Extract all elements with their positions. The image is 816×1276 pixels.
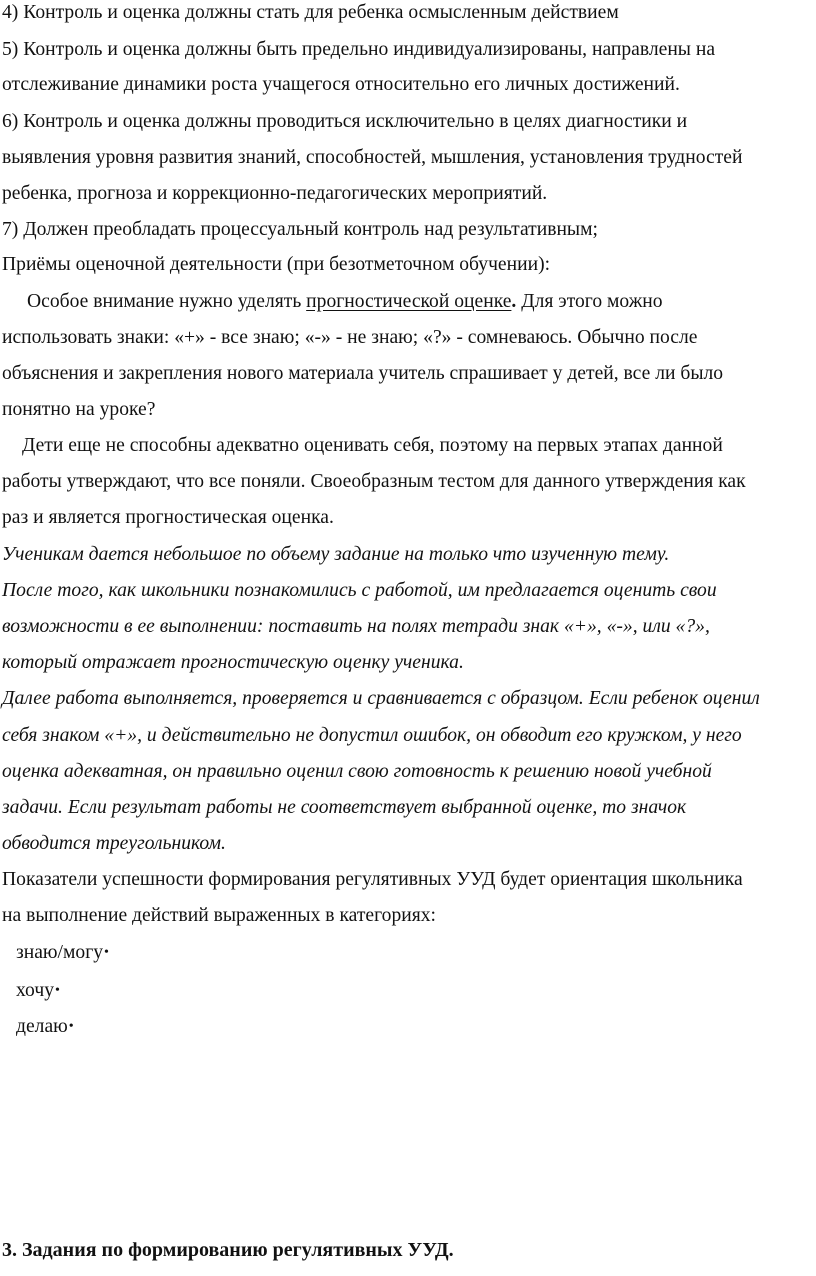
category-label: знаю/могу [16, 942, 104, 963]
italic-line-6: себя знаком «+», и действительно не допустил ошибок, он обводит его кружком, у него [2, 725, 742, 746]
list-item-6-line-2: выявления уровня развития знаний, способностей, мышления, установления трудностей [2, 147, 743, 168]
category-item [16, 979, 60, 1003]
list-item-6-line-3: ребенка, прогноза и коррекционно-педагогических мероприятий. [2, 183, 548, 204]
list-item-5-line-1: 5) Контроль и оценка должны быть предельно индивидуализированы, направлены на [2, 39, 716, 60]
italic-line-8: задачи. Если результат работы не соответствует выбранной оценке, то значок [2, 797, 687, 818]
italic-line-3: возможности в ее выполнении: поставить на полях тетради знак «+», «-», или «?», [2, 616, 710, 637]
category-label: хочу [16, 980, 54, 1001]
category-label: делаю [16, 1016, 68, 1037]
paragraph-1-line-2: использовать знаки: «+» - все знаю; «-» - не знаю; «?» - сомневаюсь. Обычно после [2, 327, 698, 348]
list-item-6-line-1: 6) Контроль и оценка должны проводиться исключительно в целях диагностики и [2, 111, 688, 132]
techniques-heading: Приёмы оценочной деятельности (при безотметочном обучении): [2, 254, 551, 275]
category-item [16, 941, 109, 965]
bullet-icon: • [55, 983, 60, 998]
bullet-icon: • [68, 1019, 74, 1034]
italic-line-2: После того, как школьники познакомились с работой, им предлагается оценить свои [2, 580, 717, 601]
paragraph-1-rest: Для этого можно [516, 291, 663, 312]
paragraph-1-line-3: объяснения и закрепления нового материала учитель спрашивает у детей, все ли было [2, 363, 724, 384]
italic-line-1: Ученикам дается небольшое по объему задание на только что изученную тему. [2, 544, 670, 565]
list-item-5-line-2: отслеживание динамики роста учащегося относительно его личных достижений. [2, 74, 680, 95]
bold-period: . [511, 291, 517, 312]
bullet-icon: • [104, 945, 109, 960]
italic-line-4: который отражает прогностическую оценку ученика. [2, 652, 464, 673]
category-item [16, 1015, 74, 1039]
italic-line-9: обводится треугольником. [2, 833, 226, 854]
italic-line-7: оценка адекватная, он правильно оценил свою готовность к решению новой учебной [2, 761, 712, 782]
paragraph-2-line-2: работы утверждают, что все поняли. Своеобразным тестом для данного утверждения как [2, 471, 746, 492]
list-item-7: 7) Должен преобладать процессуальный контроль над результативным; [2, 219, 598, 240]
paragraph-1-start: Особое внимание нужно уделять [27, 291, 307, 312]
indicators-line-1: Показатели успешности формирования регулятивных УУД будет ориентация школьника [2, 869, 743, 890]
paragraph-1-line-4: понятно на уроке? [2, 399, 156, 420]
paragraph-2-line-1: Дети еще не способны адекватно оценивать себя, поэтому на первых этапах данной [22, 435, 723, 456]
italic-line-5: Далее работа выполняется, проверяется и сравнивается с образцом. Если ребенок оценил [2, 688, 760, 709]
list-item-4: 4) Контроль и оценка должны стать для ребенка осмысленным действием [2, 2, 619, 23]
section-3-heading: 3. Задания по формированию регулятивных УУД. [2, 1239, 454, 1261]
indicators-line-2: на выполнение действий выраженных в категориях: [2, 905, 436, 926]
prognostic-assessment-term: прогностической оценке [306, 291, 512, 312]
paragraph-2-line-3: раз и является прогностическая оценка. [2, 507, 334, 528]
paragraph-1-line-1 [27, 290, 663, 314]
